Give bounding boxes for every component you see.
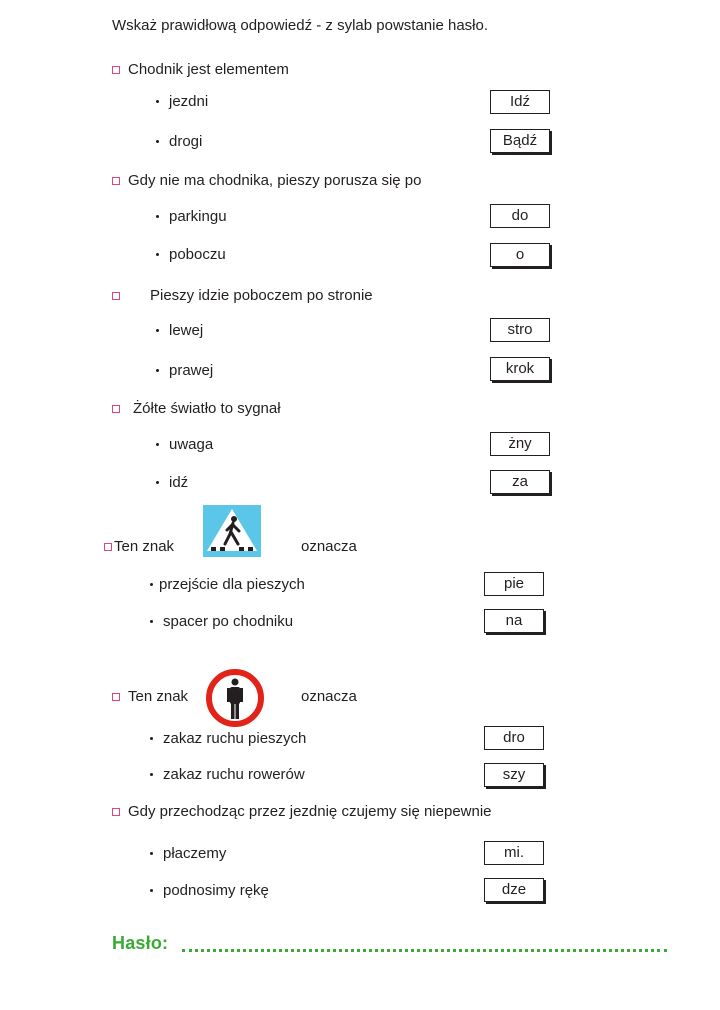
- syllable-box: dze: [484, 878, 544, 902]
- pedestrian-crossing-sign-icon: [203, 505, 261, 557]
- syllable-box: żny: [490, 432, 550, 456]
- option-label: idź: [169, 474, 189, 491]
- bullet-icon: [150, 889, 153, 892]
- option-label: prawej: [169, 362, 214, 379]
- option-6b: [150, 766, 305, 783]
- bullet-icon: [150, 737, 153, 740]
- question-text: Ten znak: [114, 538, 175, 555]
- square-bullet-icon: [104, 543, 112, 551]
- bullet-icon: [150, 773, 153, 776]
- option-5a: [150, 576, 305, 593]
- bullet-icon: [156, 481, 159, 484]
- no-pedestrians-sign-icon: [205, 669, 265, 727]
- option-6a: [150, 730, 306, 747]
- password-answer-line[interactable]: [182, 949, 667, 952]
- option-5b: [150, 613, 293, 630]
- question-text: Chodnik jest elementem: [128, 61, 289, 78]
- syllable-box: pie: [484, 572, 544, 596]
- syllable-box: Idź: [490, 90, 550, 114]
- password-label: Hasło:: [112, 933, 169, 953]
- option-4b: [156, 474, 188, 491]
- square-bullet-icon: [112, 808, 120, 816]
- option-label: spacer po chodniku: [163, 613, 294, 630]
- square-bullet-icon: [112, 177, 120, 185]
- bullet-icon: [150, 583, 153, 586]
- option-label: zakaz ruchu pieszych: [163, 730, 307, 747]
- question-text: Gdy nie ma chodnika, pieszy porusza się po: [128, 172, 422, 189]
- syllable-box: stro: [490, 318, 550, 342]
- bullet-icon: [156, 329, 159, 332]
- question-text-after: oznacza: [301, 538, 357, 555]
- question-text: Pieszy idzie poboczem po stronie: [150, 287, 373, 304]
- syllable-box: szy: [484, 763, 544, 787]
- bullet-icon: [156, 140, 159, 143]
- option-1b: [156, 133, 202, 150]
- bullet-icon: [156, 443, 159, 446]
- question-3: [112, 287, 373, 304]
- option-1a: [156, 93, 208, 110]
- syllable-box: o: [490, 243, 550, 267]
- bullet-icon: [156, 253, 159, 256]
- syllable-box: Bądź: [490, 129, 550, 153]
- square-bullet-icon: [112, 693, 120, 701]
- option-label: zakaz ruchu rowerów: [163, 766, 305, 783]
- option-2a: [156, 208, 227, 225]
- option-label: drogi: [169, 133, 203, 150]
- question-text: Gdy przechodząc przez jezdnię czujemy się niepewnie: [128, 803, 492, 820]
- bullet-icon: [156, 369, 159, 372]
- question-2: [112, 172, 422, 189]
- question-6: [112, 688, 188, 705]
- option-label: lewej: [169, 322, 204, 339]
- square-bullet-icon: [112, 292, 120, 300]
- syllable-box: krok: [490, 357, 550, 381]
- question-1: [112, 61, 289, 78]
- option-4a: [156, 436, 213, 453]
- option-label: podnosimy rękę: [163, 882, 269, 899]
- option-label: przejście dla pieszych: [159, 576, 305, 593]
- syllable-box: do: [490, 204, 550, 228]
- syllable-box: na: [484, 609, 544, 633]
- question-4: [112, 400, 281, 417]
- option-label: płaczemy: [163, 845, 227, 862]
- question-5: [104, 538, 174, 555]
- square-bullet-icon: [112, 405, 120, 413]
- question-7: [112, 803, 492, 820]
- instruction-text: Wskaż prawidłową odpowiedź - z sylab powstanie hasło.: [112, 17, 489, 34]
- question-text: Ten znak: [128, 688, 189, 705]
- syllable-box: mi.: [484, 841, 544, 865]
- question-text: Żółte światło to sygnał: [133, 400, 281, 417]
- option-7a: [150, 845, 226, 862]
- bullet-icon: [150, 620, 153, 623]
- option-label: uwaga: [169, 436, 214, 453]
- bullet-icon: [150, 852, 153, 855]
- bullet-icon: [156, 100, 159, 103]
- option-7b: [150, 882, 269, 899]
- option-2b: [156, 246, 226, 263]
- bullet-icon: [156, 215, 159, 218]
- option-label: parkingu: [169, 208, 227, 225]
- syllable-box: za: [490, 470, 550, 494]
- option-3a: [156, 322, 203, 339]
- question-text-after: oznacza: [301, 688, 357, 705]
- option-label: jezdni: [169, 93, 209, 110]
- option-label: poboczu: [169, 246, 226, 263]
- option-3b: [156, 362, 213, 379]
- square-bullet-icon: [112, 66, 120, 74]
- syllable-box: dro: [484, 726, 544, 750]
